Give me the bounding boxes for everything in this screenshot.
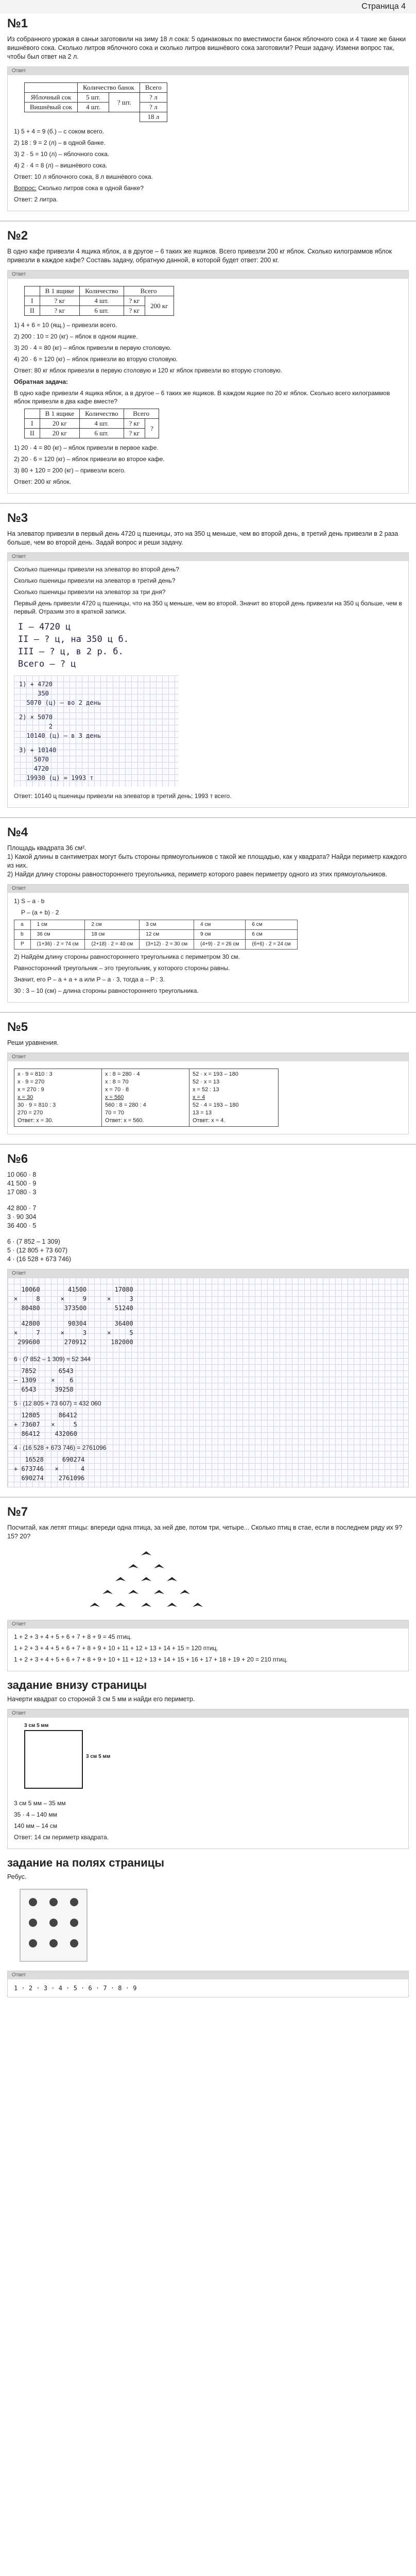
solution-step: 3 см 5 мм – 35 мм: [14, 1800, 66, 1807]
divider: [0, 221, 416, 222]
divider: [0, 1497, 416, 1498]
column-calculations: [14, 1316, 402, 1350]
inverse-text: В одно кафе привезли 4 ящика яблок, а в другое – 6 таких же ящиков. В каждом ящике по 20 кг яблок. Сколько всего килограммов яблок привезли в два кафе вместе?: [14, 389, 390, 405]
calc-line: 4720: [19, 765, 49, 772]
answer-text: Ответ: 80 кг яблок привезли в первую столовую и 120 кг яблок привезли во вторую столовую.: [14, 367, 283, 374]
solution-step: 1) 20 · 4 = 80 (кг) – яблок привезли в первое кафе.: [14, 444, 159, 451]
answer-box: [7, 884, 409, 1003]
inverse-label: Обратная задача:: [14, 378, 68, 385]
answer-text: Ответ: 200 кг яблок.: [14, 478, 72, 485]
table-cell: 20 кг: [40, 419, 79, 429]
table-cell: 12 см: [140, 930, 194, 940]
answer-text: Ответ: 14 см периметр квадрата.: [14, 1834, 109, 1841]
calc-line: 350: [19, 690, 49, 697]
table-cell: II: [25, 429, 40, 438]
answer-body: [8, 1718, 408, 1849]
formula: 1) S – a · b: [14, 897, 45, 905]
table-cell: P: [14, 940, 31, 950]
answer-label: Ответ: [8, 1269, 408, 1278]
eq-line: x = 4: [193, 1094, 205, 1100]
task-text: Реши уравнения.: [7, 1039, 59, 1046]
task-text: [7, 844, 409, 879]
solution-step: Равносторонний треугольник – это треугольник, у которого стороны равны.: [14, 964, 230, 972]
divider: [0, 1144, 416, 1145]
table-cell: ? кг: [124, 306, 145, 316]
task-line: 3 · 90 304: [7, 1213, 37, 1221]
table-cell: В 1 ящике: [40, 409, 79, 419]
answer-body: [8, 1278, 408, 1487]
answer-body: [8, 1979, 408, 1997]
expression-result: 6 · (7 852 – 1 309) = 52 344: [14, 1355, 91, 1363]
table-cell: 200 кг: [145, 296, 174, 316]
task-5: [0, 1017, 416, 1134]
solution-step: 30 : 3 – 10 (см) – длина стороны равностороннего треугольника.: [14, 987, 199, 994]
calc-line: 10140 (ц) – в 3 день: [19, 732, 101, 739]
eq-line: x = 70 · 8: [105, 1087, 129, 1093]
solution-step: 4) 2 · 4 = 8 (л) – вишнёвого сока.: [14, 162, 108, 169]
calc-line: 5070 (ц) – во 2 день: [19, 699, 101, 706]
answer-body: [8, 1629, 408, 1671]
equations-grid: [14, 1069, 279, 1127]
solution-step: 1 + 2 + 3 + 4 + 5 + 6 + 7 + 8 + 9 = 45 птиц.: [14, 1633, 132, 1640]
section-title: задание на полях страницы: [7, 1856, 165, 1869]
rebus-illustration: [18, 1887, 409, 1965]
column-calc: 12805 86412 + 73607 × 5 86412 432060: [14, 1412, 77, 1437]
task-number: №4: [7, 825, 28, 839]
divider: [0, 503, 416, 504]
eq-line: 70 = 70: [105, 1110, 125, 1116]
solution-step: 2) 200 : 10 = 20 (кг) – яблок в одном ящике.: [14, 333, 138, 340]
table-cell: II: [25, 306, 40, 316]
table-cell: 4 шт.: [80, 419, 124, 429]
answer-body: [8, 893, 408, 1002]
handwritten-calculation: [14, 675, 179, 787]
task-text: На элеватор привезли в первый день 4720 ц пшеницы, это на 350 ц меньше, чем во второй день, в третий день привезли в 2 раза больше, чем во второй день. Задай вопрос и реши задачу.: [7, 530, 398, 546]
column-calculations: [14, 1282, 402, 1316]
page-label: Страница 4: [361, 2, 406, 11]
task-6: [0, 1149, 416, 1487]
record-line: I – 4720 ц: [18, 622, 71, 632]
table-cell: 4 см: [194, 920, 246, 930]
calc-line: 2) × 5070: [19, 714, 53, 721]
task-line: 1) Какой длины в сантиметрах могут быть стороны прямоугольников с такой же площадью, как у квадрата? Найди периметр каждого из них.: [7, 853, 407, 869]
answer-label: Ответ: [8, 67, 408, 75]
solution-step: 3) 80 + 120 = 200 (кг) – привезли всего.: [14, 467, 126, 474]
table-cell: Всего: [140, 83, 167, 93]
table-cell: (3+12) · 2 = 30 см: [140, 940, 194, 950]
answer-box: [7, 1971, 409, 1997]
table-cell: ?: [145, 419, 159, 438]
answer-text: Ответ: 10140 ц пшеницы привезли на элеватор в третий день; 1993 т всего.: [14, 792, 232, 800]
table-cell: [25, 409, 40, 419]
short-record-table: [24, 82, 167, 122]
table-cell: I: [25, 419, 40, 429]
calc-line: 5070: [19, 756, 49, 763]
question-text: Сколько пшеницы привезли на элеватор за три дня?: [14, 588, 166, 596]
task-line: 5 · (12 805 + 73 607): [7, 1247, 68, 1254]
calc-line: 1) + 4720: [19, 681, 53, 688]
section-title: задание внизу страницы: [7, 1679, 147, 1691]
table-cell: 4 шт.: [80, 296, 124, 306]
task-1: [0, 13, 416, 211]
task-3: [0, 508, 416, 808]
eq-line: 52 · x = 13: [193, 1079, 220, 1085]
task-text: Начерти квадрат со стороной 3 см 5 мм и найди его периметр.: [7, 1696, 195, 1703]
answer-label: Ответ: [8, 885, 408, 893]
solution-step: 3) 2 · 5 = 10 (л) – яблочного сока.: [14, 150, 110, 158]
table-cell: ? кг: [124, 419, 145, 429]
formula: P – (a + b) · 2: [21, 909, 59, 916]
answer-box: [7, 1269, 409, 1487]
eq-line: Ответ: x = 4.: [193, 1117, 226, 1124]
task-line: 17 080 · 3: [7, 1189, 37, 1196]
eq-line: x · 9 = 810 : 3: [18, 1071, 53, 1077]
solution-step: 35 · 4 – 140 мм: [14, 1811, 57, 1818]
eq-line: x = 270 : 9: [18, 1087, 44, 1093]
table-cell: I: [25, 296, 40, 306]
task-number: №6: [7, 1152, 28, 1166]
table-cell: ? л: [140, 103, 167, 112]
equation-2: [102, 1069, 189, 1126]
task-number: №7: [7, 1505, 28, 1519]
solution-step: Значит, его P – a + a + a или P – a · 3, тогда a – P : 3.: [14, 976, 165, 983]
square-shape: [24, 1730, 83, 1789]
table-cell: 2 см: [85, 920, 140, 930]
solution-step: 4) 20 · 6 = 120 (кг) – яблок привезли во вторую столовую.: [14, 355, 178, 363]
table-cell: 5 шт.: [78, 93, 109, 103]
eq-line: x · 9 = 270: [18, 1079, 45, 1085]
eq-line: Ответ: x = 560.: [105, 1117, 144, 1124]
table-cell: Количество: [80, 409, 124, 419]
column-calc: 16528 690274 + 673746 × 4 690274 2761096: [14, 1456, 85, 1482]
answer-text: Ответ: 10 л яблочного сока, 8 л вишнёвого сока.: [14, 173, 153, 180]
task-line: 42 800 · 7: [7, 1205, 37, 1212]
task-line: 41 500 · 9: [7, 1180, 37, 1187]
calc-line: 3) + 10140: [19, 747, 57, 754]
square-drawing: [14, 1722, 127, 1799]
rebus-answer: 1 · 2 · 3 · 4 · 5 · 6 · 7 · 8 · 9: [14, 1985, 137, 1992]
short-record-handwritten: [18, 621, 402, 670]
answer-body: [8, 1061, 408, 1134]
solution-step: 2) 18 : 9 = 2 (л) – в одной банке.: [14, 139, 106, 146]
eq-line: 52 · 4 = 193 – 180: [193, 1102, 239, 1108]
top-bar: [0, 0, 416, 13]
birds-illustration: [69, 1546, 409, 1615]
table-cell: ? кг: [124, 429, 145, 438]
equation-3: [189, 1069, 277, 1126]
equation-1: [14, 1069, 102, 1126]
answer-body: [8, 561, 408, 807]
record-line: Всего – ? ц: [18, 659, 76, 669]
eq-line: 30 · 9 = 810 : 3: [18, 1102, 56, 1108]
solution-step: 1 + 2 + 3 + 4 + 5 + 6 + 7 + 8 + 9 + 10 + 11 + 12 + 13 + 14 + 15 = 120 птиц.: [14, 1645, 218, 1652]
table-cell: ? кг: [124, 296, 145, 306]
eq-line: 560 : 8 = 280 : 4: [105, 1102, 146, 1108]
table-cell: 4 шт.: [78, 103, 109, 112]
answer-box: [7, 1709, 409, 1849]
side-label: 3 см 5 мм: [86, 1754, 111, 1759]
expression-result: 5 · (12 805 + 73 607) = 432 060: [14, 1400, 101, 1407]
column-calc: 17080 × 3 51240: [107, 1286, 133, 1312]
task-bottom: [0, 1679, 416, 1849]
table-cell: Всего: [124, 286, 174, 296]
task-4: [0, 822, 416, 1003]
task-text: Ребус.: [7, 1873, 27, 1880]
task-number: №5: [7, 1020, 28, 1034]
eq-line: 52 · x = 193 – 180: [193, 1071, 238, 1077]
eq-line: x : 8 = 70: [105, 1079, 129, 1085]
task-number: №2: [7, 229, 28, 243]
task-line: 2) Найди длину стороны равностороннего треугольника, периметр которого равен периметру одного из этих прямоугольников.: [7, 871, 387, 878]
table-cell: Вишнёвый сок: [25, 103, 78, 112]
eq-line: x = 52 : 13: [193, 1087, 219, 1093]
answer-body: [8, 279, 408, 493]
table-cell: b: [14, 930, 31, 940]
table-cell: 6 см: [246, 930, 297, 940]
table-cell: 6 см: [246, 920, 297, 930]
eq-line: x = 30: [18, 1094, 33, 1100]
table-cell: 18 л: [140, 112, 167, 122]
short-record-table: [24, 286, 174, 316]
task-number: №3: [7, 511, 28, 525]
eq-line: x = 560: [105, 1094, 124, 1100]
divider: [0, 817, 416, 818]
solution-step: 140 мм – 14 см: [14, 1822, 58, 1829]
table-cell: 3 см: [140, 920, 194, 930]
divider: [0, 1012, 416, 1013]
answer-box: [7, 552, 409, 808]
calc-line: 19930 (ц) = 1993 т: [19, 774, 94, 782]
table-cell: (4+9) · 2 = 26 см: [194, 940, 246, 950]
answer-label: Ответ: [8, 1971, 408, 1979]
task-2: [0, 226, 416, 494]
table-cell: 1 см: [30, 920, 85, 930]
question-text: Сколько пшеницы привезли на элеватор в третий день?: [14, 577, 176, 584]
answer-label: Ответ: [8, 1620, 408, 1629]
eq-line: 13 = 13: [193, 1110, 212, 1116]
table-cell: Всего: [124, 409, 159, 419]
answer-box: [7, 66, 409, 211]
rectangles-table: [14, 920, 298, 950]
expression-result: 4 · (16 528 + 673 746) = 2761096: [14, 1444, 107, 1451]
column-calc: 10060 × 8 80480: [14, 1286, 40, 1312]
question-label: Вопрос:: [14, 184, 37, 192]
side-label: 3 см 5 мм: [24, 1723, 49, 1728]
table-cell: 20 кг: [40, 429, 79, 438]
reasoning-text: Первый день привезли 4720 ц пшеницы, что на 350 ц меньше, чем во второй. Значит во второй день привезли на 350 ц больше, чем в первый. Отразим это в краткой записи.: [14, 600, 402, 615]
table-cell: Количество: [80, 286, 124, 296]
solution-step: 2) 20 · 6 = 120 (кг) – яблок привезли во второе кафе.: [14, 455, 165, 463]
task-margin: [0, 1856, 416, 1997]
column-calc: 7852 6543 – 1309 × 6 6543 39258: [14, 1367, 74, 1393]
column-calc: 90304 × 3 270912: [60, 1320, 87, 1346]
task-line: 6 · (7 852 – 1 309): [7, 1238, 60, 1245]
answer-text: Ответ: 2 литра.: [14, 196, 58, 203]
table-cell: 18 см: [85, 930, 140, 940]
table-cell: 36 см: [30, 930, 85, 940]
answer-body: [8, 75, 408, 211]
answer-label: Ответ: [8, 1709, 408, 1718]
table-cell: Яблочный сок: [25, 93, 78, 103]
inverse-table: [24, 409, 159, 438]
task-text: Из собранного урожая в саньи заготовили на зиму 18 л сока: 5 одинаковых по вместимости банок яблочного сока и 4 такие же банки вишнёвого сока. Сколько литров яблочного сока и сколько литров вишнёвого сока заготовили? Реши задачу. Измени вопрос так, чтобы был ответ на 2 л.: [7, 36, 406, 60]
table-cell: ? кг: [40, 306, 79, 316]
solution-step: 1) 4 + 6 = 10 (ящ.) – привезли всего.: [14, 321, 117, 329]
task-line: 10 060 · 8: [7, 1171, 37, 1178]
answer-label: Ответ: [8, 1053, 408, 1061]
question-text: Сколько пшеницы привезли на элеватор во второй день?: [14, 566, 179, 573]
eq-line: Ответ: x = 30.: [18, 1117, 54, 1124]
birds-flock-image: [69, 1546, 223, 1613]
solution-step: 1 + 2 + 3 + 4 + 5 + 6 + 7 + 8 + 9 + 10 + 11 + 12 + 13 + 14 + 15 + 16 + 17 + 18 + 19 + 20 = 210 птиц.: [14, 1656, 288, 1663]
table-cell: 6 шт.: [80, 306, 124, 316]
solution-step: 2) Найдём длину стороны равностороннего треугольника с периметром 30 см.: [14, 953, 240, 960]
table-cell: [25, 83, 78, 93]
task-line: Площадь квадрата 36 см².: [7, 844, 86, 852]
table-cell: (1+36) · 2 = 74 см: [30, 940, 85, 950]
task-text: В одно кафе привезли 4 ящика яблок, а в другое – 6 таких же ящиков. Всего привезли 200 кг яблок. Сколько килограммов яблок привезли в каждое кафе? Составь задачу, обратную данной, в которой будет ответ: 200 кг.: [7, 248, 392, 264]
solution-step: 1) 5 + 4 = 9 (б.) – с соком всего.: [14, 128, 105, 135]
table-cell: (6+6) · 2 = 24 см: [246, 940, 297, 950]
task-number: №1: [7, 16, 28, 30]
task-text: Посчитай, как летят птицы: впереди одна птица, за ней две, потом три, четыре... Сколько птиц в стае, если в последнем ряду их 9? 15? 20?: [7, 1524, 403, 1540]
answer-box: [7, 1620, 409, 1671]
table-cell: 9 см: [194, 930, 246, 940]
table-cell: В 1 ящике: [40, 286, 79, 296]
record-line: II – ? ц, на 350 ц б.: [18, 634, 129, 645]
table-cell: ? шт.: [109, 93, 140, 112]
column-calc: 42800 × 7 299600: [14, 1320, 40, 1346]
calc-line: 2: [19, 723, 53, 730]
solution-step: 3) 20 · 4 = 80 (кг) – яблок привезли в первую столовую.: [14, 344, 172, 351]
task-line: 36 400 · 5: [7, 1222, 37, 1229]
eq-line: x : 8 = 280 · 4: [105, 1071, 140, 1077]
answer-box: [7, 1053, 409, 1134]
answer-box: [7, 270, 409, 494]
question-text: Сколько литров сока в одной банке?: [38, 184, 144, 192]
table-cell: ? л: [140, 93, 167, 103]
table-cell: a: [14, 920, 31, 930]
rebus-image: [18, 1887, 90, 1964]
answer-label: Ответ: [8, 553, 408, 561]
table-cell: (2+18) · 2 = 40 см: [85, 940, 140, 950]
table-cell: [25, 286, 40, 296]
column-calc: 36400 × 5 182000: [107, 1320, 133, 1346]
task-7: [0, 1502, 416, 1671]
table-cell: Количество банок: [78, 83, 140, 93]
table-cell: ? кг: [40, 296, 79, 306]
task-text: [7, 1171, 409, 1264]
column-calc: 41500 × 9 373500: [60, 1286, 87, 1312]
eq-line: 270 = 270: [18, 1110, 43, 1116]
table-cell: 6 шт.: [80, 429, 124, 438]
answer-label: Ответ: [8, 270, 408, 279]
record-line: III – ? ц, в 2 р. б.: [18, 647, 124, 657]
task-line: 4 · (16 528 + 673 746): [7, 1256, 72, 1263]
